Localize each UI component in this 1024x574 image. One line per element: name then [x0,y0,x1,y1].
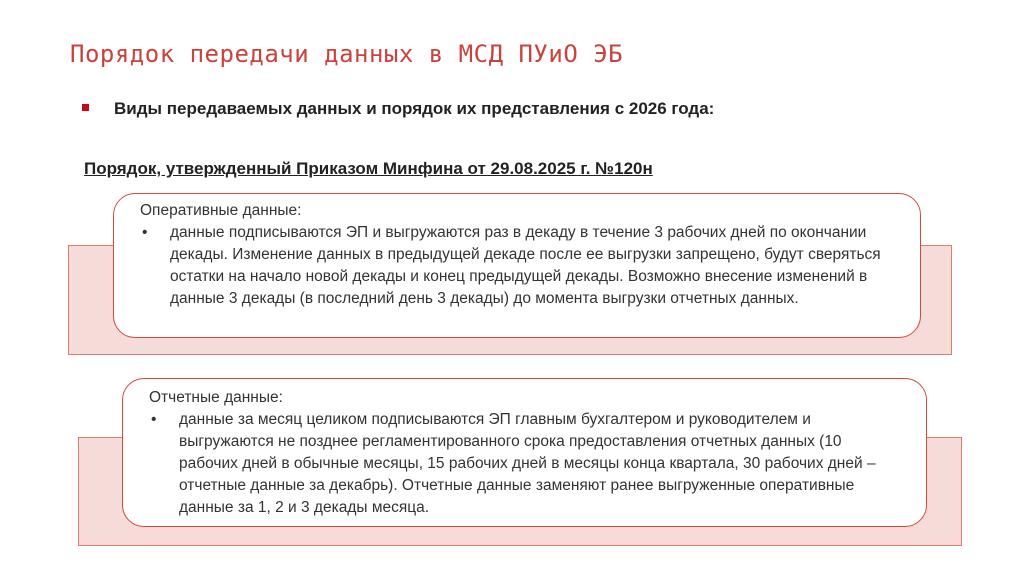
reporting-data-text: данные за месяц целиком подписываются ЭП главным бухгалтером и руководителем и выгружаются не позднее регламентированного срока предоставления отчетных данных (10 рабочих дней в обычные месяцы, 15 рабочих дней в месяцы конца квартала, 30 рабочих дней – отчетные данные за декабрь). Отчетные данные заменяют ранее выгруженные оперативные данные за 1, 2 и 3 декады месяца. [179,411,876,516]
main-bullet [82,97,822,121]
order-subheading: Порядок, утвержденный Приказом Минфина от 29.08.2025 г. №120н [84,159,653,178]
slide-title: Порядок передачи данных в МСД ПУиО ЭБ [70,40,624,68]
bullet-dot-icon: • [142,224,148,241]
operational-data-heading: Оперативные данные: [140,202,302,219]
operational-data-item [140,222,896,310]
main-bullet-text: Виды передаваемых данных и порядок их представления с 2026 года: [114,99,715,118]
reporting-data-item [149,409,902,519]
reporting-data-heading: Отчетные данные: [149,389,283,406]
operational-data-card [113,193,921,338]
bullet-dot-icon: • [151,411,157,428]
square-bullet-icon [82,104,89,111]
reporting-data-card [122,378,927,527]
operational-data-text: данные подписываются ЭП и выгружаются раз в декаду в течение 3 рабочих дней по окончании декады. Изменение данных в предыдущей декаде после ее выгрузки запрещено, будут сверяться остатки на начало новой декады и конец предыдущей декады. Возможно внесение изменений в данные 3 декады (в последний день 3 декады) до момента выгрузки отчетных данных. [170,224,881,307]
